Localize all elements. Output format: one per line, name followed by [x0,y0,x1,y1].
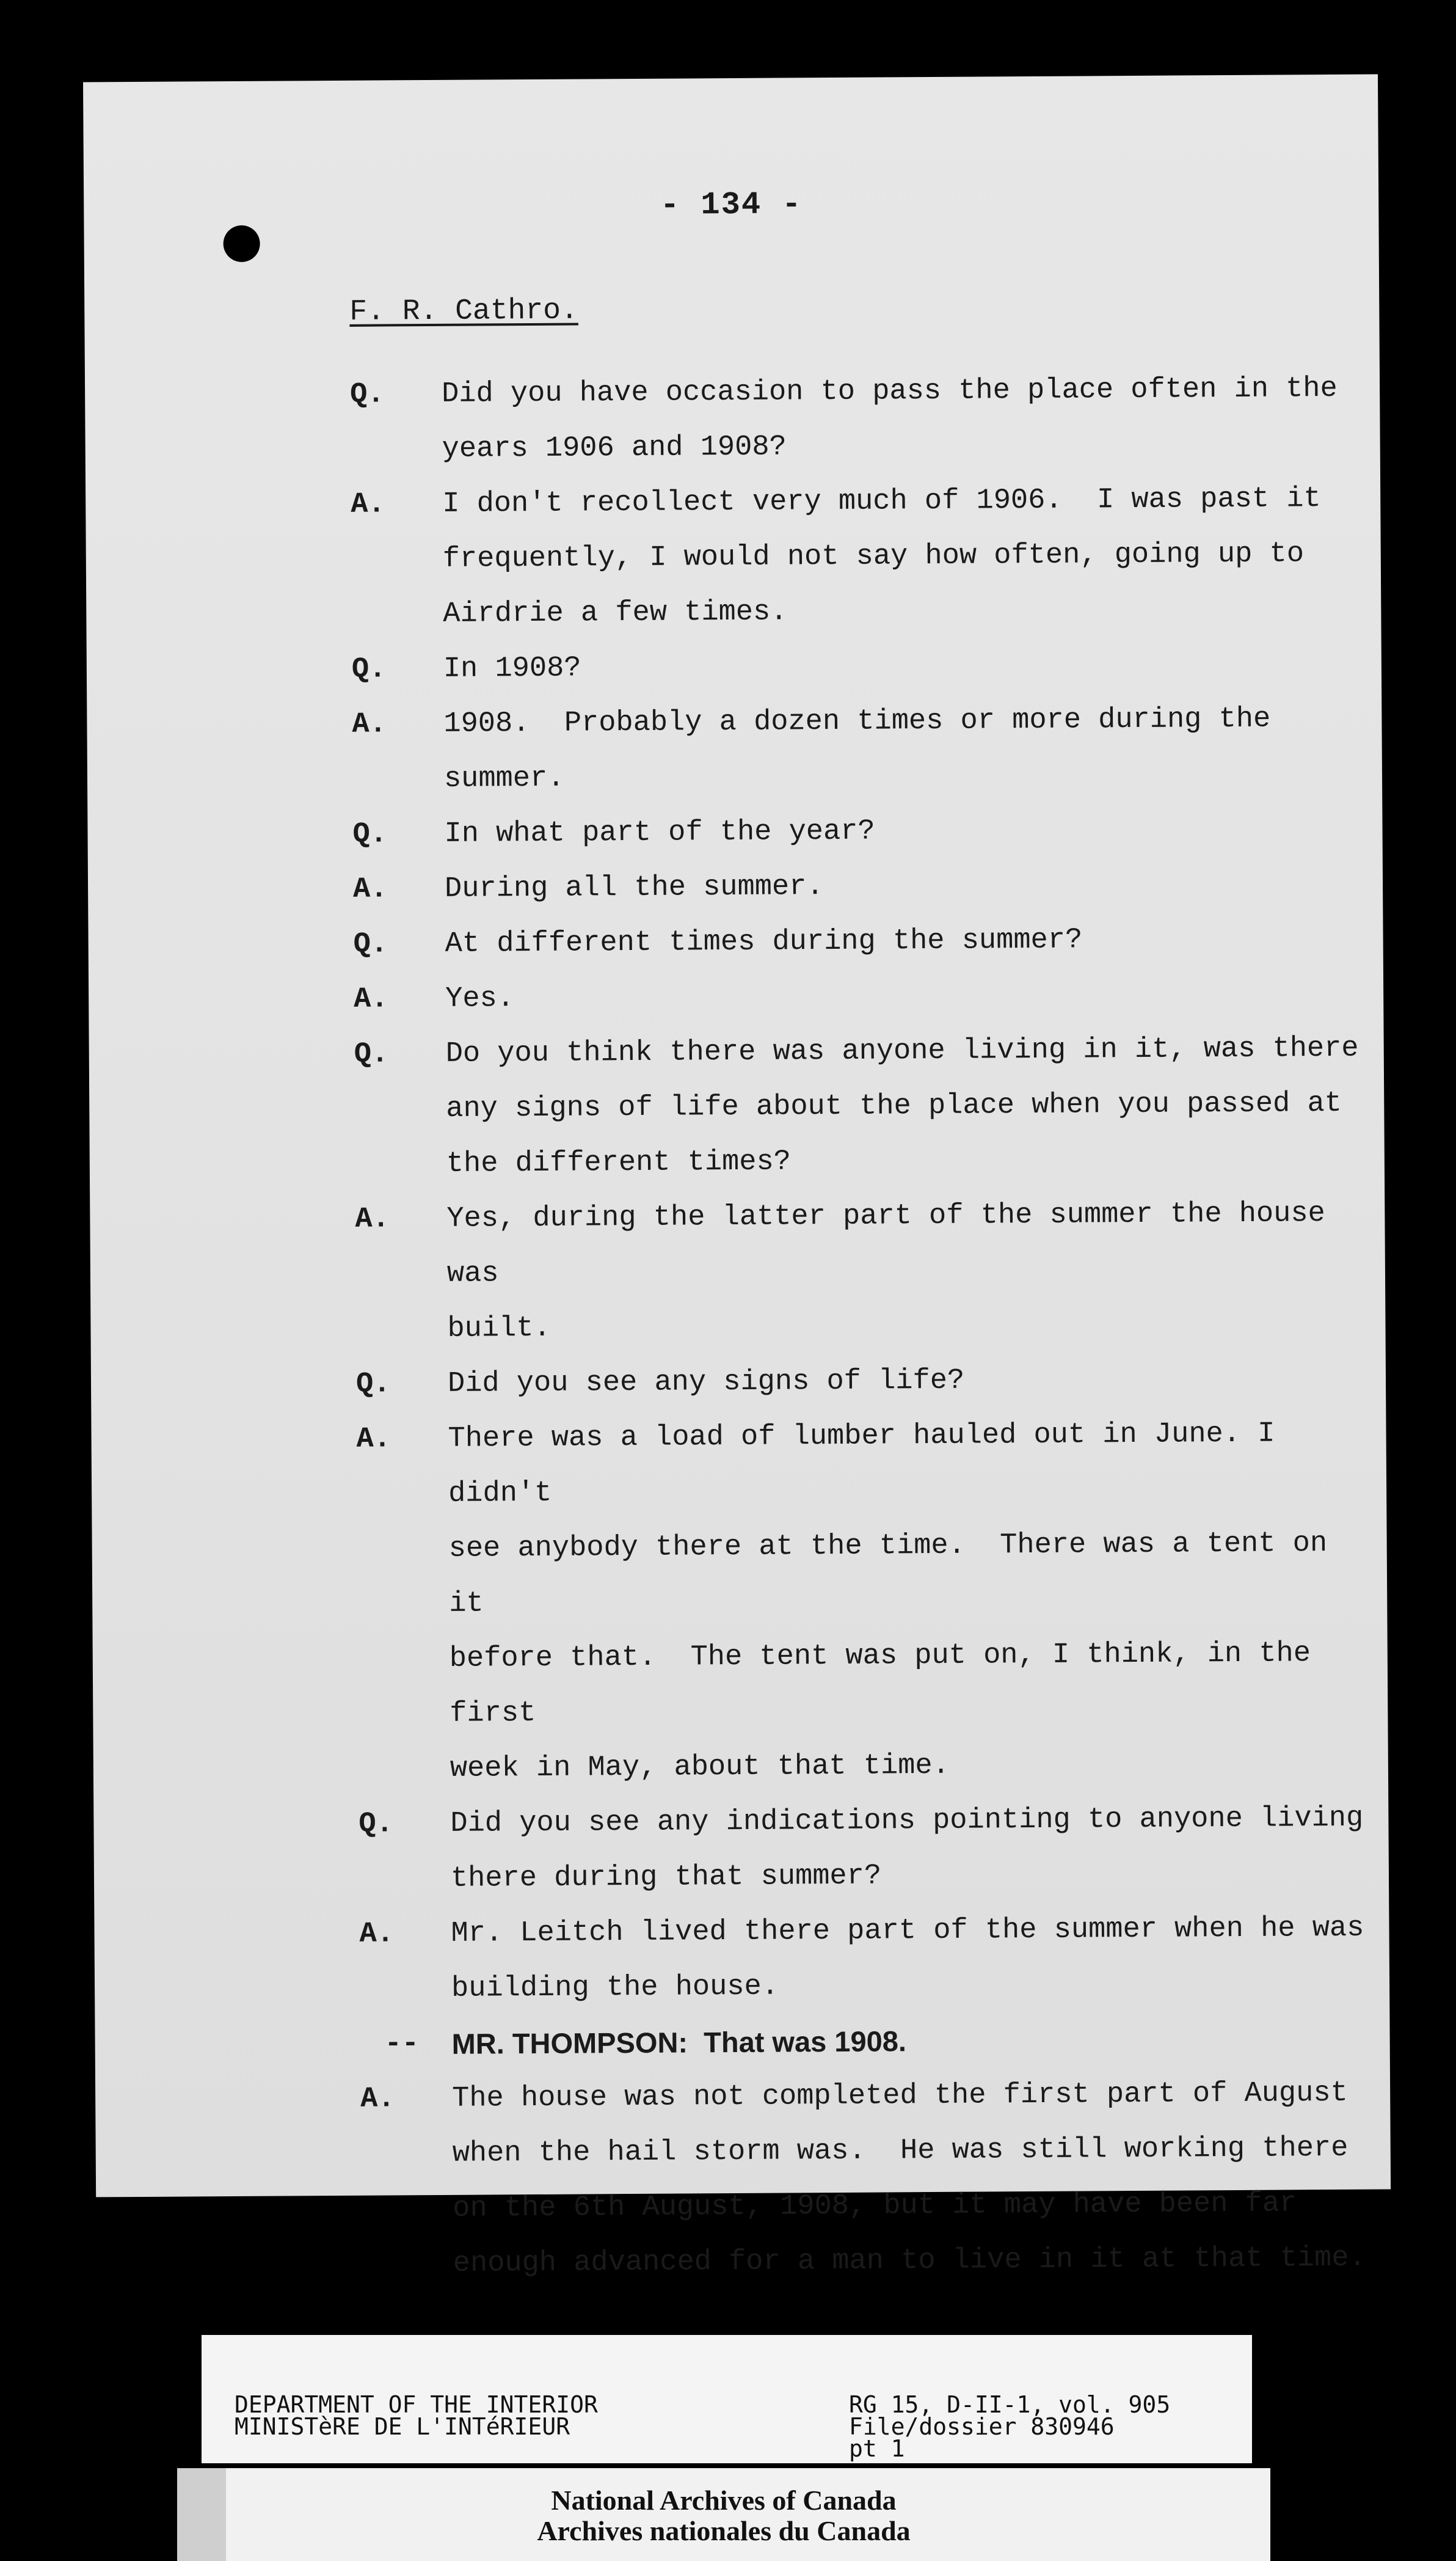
speaker-label: A. [359,1918,395,1951]
speaker-label: Q. [354,1038,389,1071]
speaker-label: Q. [349,378,385,411]
speaker-label: -- [384,2028,420,2061]
entry [353,857,1367,918]
entry-text: 1908. Probably a dozen times or more during the summer. [443,703,1288,795]
entry [352,692,1366,808]
entry-text: Do you think there was anyone living in it, was there any signs of life about the place when you passed at the different times? [445,1032,1359,1180]
archive-name-fr: Archives nationales du Canada [537,2515,911,2546]
archive-name-en: National Archives of Canada [551,2485,897,2516]
reference-line-1: RG 15, D-II-1, vol. 905 [849,2391,1171,2418]
entry-text: During all the summer. [444,871,824,905]
entry-text: Yes, during the latter part of the summer the house was built. [446,1197,1343,1345]
entry-text: The house was not completed the first part of August when the hail storm was. He was still working there on the 6th August, 1908, but it may have been far enough advanced for a man to live in it at that time. [452,2077,1366,2280]
speaker-label: A. [352,708,387,741]
entry [360,2066,1375,2292]
punch-hole [223,225,260,262]
archive-credit-strip [177,2468,1270,2561]
entry [352,637,1366,698]
entry-text: MR. THOMPSON: That was 1908. [451,2025,907,2060]
speaker-label: A. [360,2083,395,2116]
speaker-label: Q. [351,653,387,686]
entry-text: In 1908? [443,652,581,685]
department-en: DEPARTMENT OF THE INTERIOR [235,2391,598,2418]
witness-name: F. R. Cathro. [349,294,578,329]
speaker-label: Q. [353,928,388,961]
entry [359,1791,1373,1907]
speaker-label: A. [352,873,388,906]
reference-line-3: pt 1 [849,2435,905,2462]
reference-line-2: File/dossier 830946 [849,2413,1115,2440]
entry-text: Did you have occasion to pass the place often in the years 1906 and 1908? [441,372,1338,466]
entry [352,802,1367,863]
entry-note [360,2011,1374,2072]
speaker-label: Q. [359,1808,394,1841]
archive-label-strip [202,2335,1252,2463]
entry-text: Did you see any indications pointing to anyone living there during that summer? [450,1802,1364,1895]
entry-text: Did you see any signs of life? [447,1364,965,1400]
speaker-label: Q. [355,1368,391,1401]
speaker-label: A. [351,488,385,521]
entry [354,966,1368,1028]
document-page [83,75,1391,2280]
speaker-label: A. [355,1203,390,1236]
speaker-label: A. [356,1423,391,1456]
page-number: - 134 - [660,186,803,224]
speaker-label: A. [354,983,388,1016]
entry [350,362,1364,478]
department-block [235,2391,598,2440]
archive-credit [177,2485,1270,2546]
entry [354,1021,1369,1193]
entry-text: I don't recollect very much of 1906. I was past it frequently, I would not say how often, going up to Airdrie a few times. [442,483,1321,630]
entry-text: In what part of the year? [444,815,875,850]
entry [355,1186,1370,1357]
speaker-label: Q. [352,818,388,851]
entry-text: There was a load of lumber hauled out in June. I didn't see anybody there at the time. There was a tent on it before that. The tent was put on, I think, in the first week in May, about that time. [448,1417,1345,1785]
entry [356,1406,1372,1797]
transcript [350,362,1375,2292]
entry [353,912,1367,973]
department-fr: MINISTèRE DE L'INTéRIEUR [235,2413,570,2440]
entry-text: At different times during the summer? [445,924,1083,960]
entry [351,472,1366,643]
entry [356,1351,1370,1412]
entry-text: Mr. Leitch lived there part of the summer when he was building the house. [451,1912,1364,2005]
reference-block [849,2391,1171,2462]
entry [359,1901,1374,2017]
entry-text: Yes. [445,982,515,1015]
